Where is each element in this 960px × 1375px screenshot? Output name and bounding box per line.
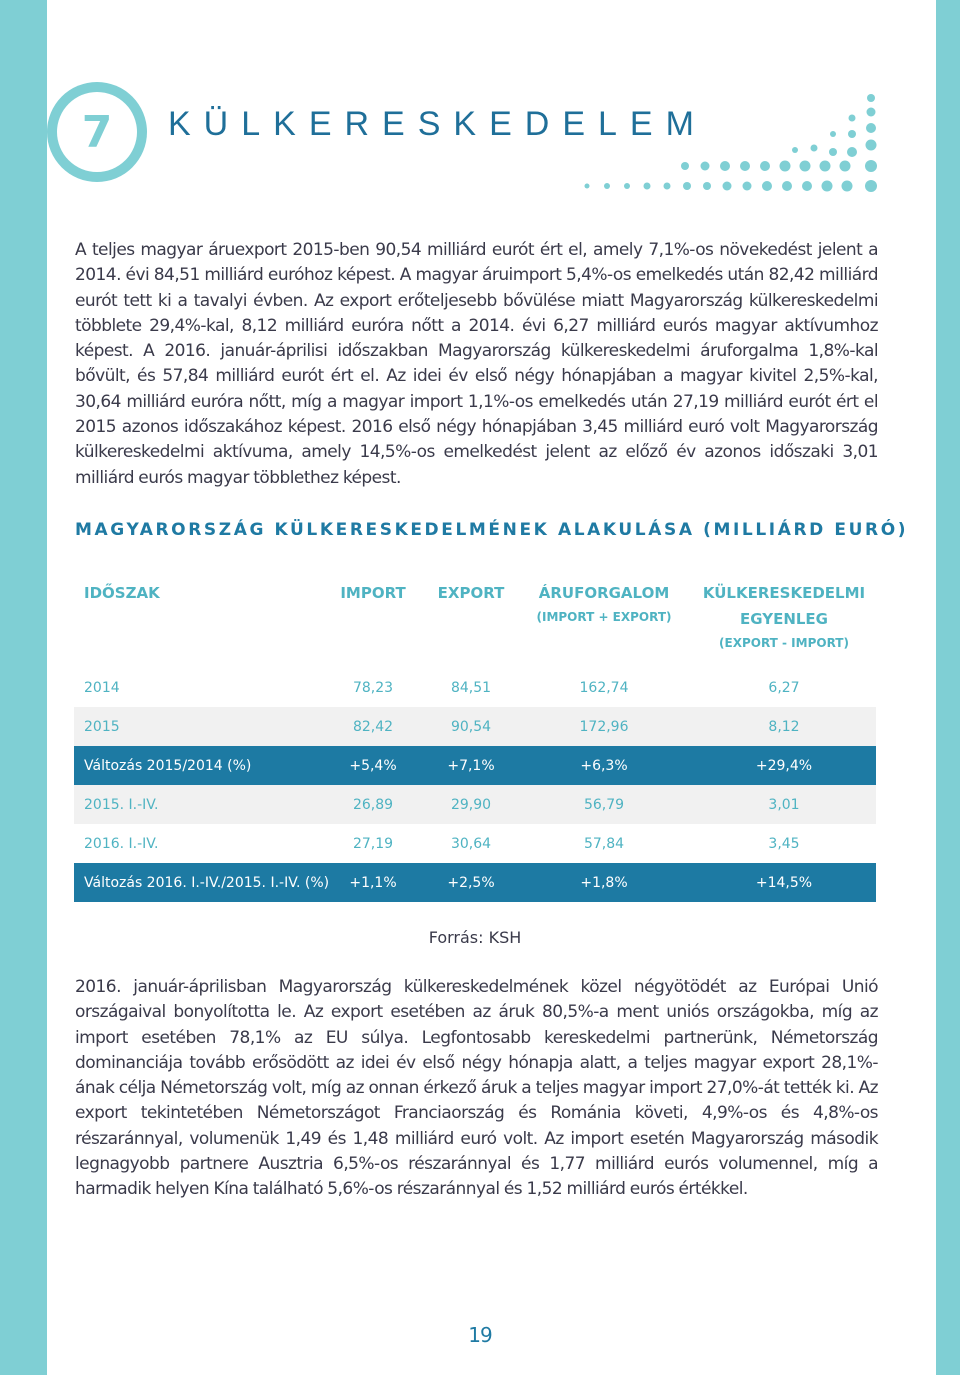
cell-period: 2016. I.-IV. [84,835,159,852]
table-row [74,707,876,746]
cell-import: +1,1% [349,874,397,891]
cell-turnover: 172,96 [579,718,629,735]
trade-table [74,578,876,902]
closing-paragraph: 2016. január-áprilisban Magyarország külkereskedelmének közel négyötödét az Európai Unió országaival bonyolította le. Az export esetében az áruk 80,5%-a ment uniós országokba, míg az import esetében 78,1% az EU súlya. Legfontosabb kereskedelmi partnerünk, Németország dominanciája tovább erősödött az idei év első négy hónapja alatt, a teljes magyar export 28,1%-ának célja Németország volt, míg az onnan érkező áruk a teljes magyar import 27,0%-át tették ki. Az export tekintetében Németországot Franciaország és Románia követi, 4,9%-os és 4,8%-os részaránnyal, volumenük 1,49 és 1,48 milliárd euró volt. Az import esetén Magyarország második legnagyobb partnere Ausztria 6,5%-os részaránnyal és 1,77 milliárd eurós volumennel, míg a harmadik helyen Kína található 5,6%-os részaránnyal és 1,52 milliárd eurós értékkel. [75,977,878,1200]
table-heading: MAGYARORSZÁG KÜLKERESKEDELMÉNEK ALAKULÁSA (MILLIÁRD EURÓ) [75,520,909,540]
chapter-title: KÜLKERESKEDELEM [168,105,707,143]
header-period: IDŐSZAK [84,584,160,602]
cell-period: Változás 2016. I.-IV./2015. I.-IV. (%) [84,874,330,891]
cell-turnover: +1,8% [580,874,628,891]
cell-import: +5,4% [349,757,397,774]
header-turnover-label: ÁRUFORGALOM [538,584,670,602]
table-row-change [74,746,876,785]
table-row-change [74,863,876,902]
chapter-number: 7 [81,106,113,158]
decorative-dots [575,90,895,200]
left-decorative-bar [0,0,47,1375]
cell-turnover: 56,79 [583,796,625,813]
cell-balance: 6,27 [768,679,800,696]
table-row [74,668,876,707]
source-note: Forrás: KSH [428,928,522,947]
cell-export: 29,90 [450,796,492,813]
cell-balance: 8,12 [768,718,800,735]
cell-period: 2015 [84,718,120,735]
cell-turnover: 57,84 [583,835,625,852]
cell-export: 90,54 [450,718,492,735]
cell-balance: +14,5% [755,874,813,891]
page-number: 19 [468,1323,492,1347]
cell-import: 26,89 [352,796,394,813]
cell-balance: +29,4% [755,757,813,774]
chapter-badge [47,82,147,182]
header-balance-line2: EGYENLEG [739,610,828,628]
header-balance-line1: KÜLKERESKEDELMI [702,584,866,602]
header-import: IMPORT [340,584,406,602]
cell-export: +7,1% [447,757,495,774]
cell-period: Változás 2015/2014 (%) [84,757,252,774]
intro-paragraph: A teljes magyar áruexport 2015-ben 90,54 milliárd eurót ért el, amely 7,1%-os növekedést jelent a 2014. évi 84,51 milliárd euróhoz képest. A magyar áruimport 5,4%-os emelkedés után 82,42 milliárd eurót tett ki a tavalyi évben. Az export erőteljesebb bővülése miatt Magyarország külkereskedelmi többlete 29,4%-kal, 8,12 milliárd euróra nőtt a 2014. évi 6,27 milliárd eurós magyar aktívumhoz képest. A 2016. január-áprilisi időszakban Magyarország külkereskedelmi áruforgalma 1,8%-kal bővült, és 57,84 milliárd eurót ért el. Az idei év első négy hónapjában a magyar kivitel 2,5%-kal, 30,64 milliárd euróra nőtt, míg a magyar import 1,1%-os emelkedés után 27,19 milliárd eurót ért el 2015 azonos időszakához képest. 2016 első négy hónapjában 3,45 milliárd euró volt Magyarország külkereskedelmi aktívuma, amely 14,5%-os emelkedést jelent az előző év azonos időszaki 3,01 milliárd eurós magyar többlethez képest. [75,240,878,488]
cell-import: 27,19 [352,835,394,852]
cell-balance: 3,01 [768,796,800,813]
cell-export: 30,64 [450,835,492,852]
header-export: EXPORT [437,584,505,602]
cell-balance: 3,45 [768,835,800,852]
header-balance-sub: (EXPORT - IMPORT) [719,636,849,650]
cell-turnover: +6,3% [580,757,628,774]
table-row [74,785,876,824]
cell-period: 2014 [84,679,120,696]
table-header [74,578,876,668]
chapter-badge-inner [57,92,137,172]
cell-import: 82,42 [352,718,394,735]
cell-period: 2015. I.-IV. [84,796,159,813]
header-balance [696,584,872,650]
header-turnover-sub: (IMPORT + EXPORT) [536,610,672,624]
table-row [74,824,876,863]
header-turnover [522,584,686,624]
cell-export: 84,51 [450,679,492,696]
right-decorative-bar [936,0,960,1375]
cell-export: +2,5% [447,874,495,891]
cell-turnover: 162,74 [579,679,629,696]
cell-import: 78,23 [352,679,394,696]
